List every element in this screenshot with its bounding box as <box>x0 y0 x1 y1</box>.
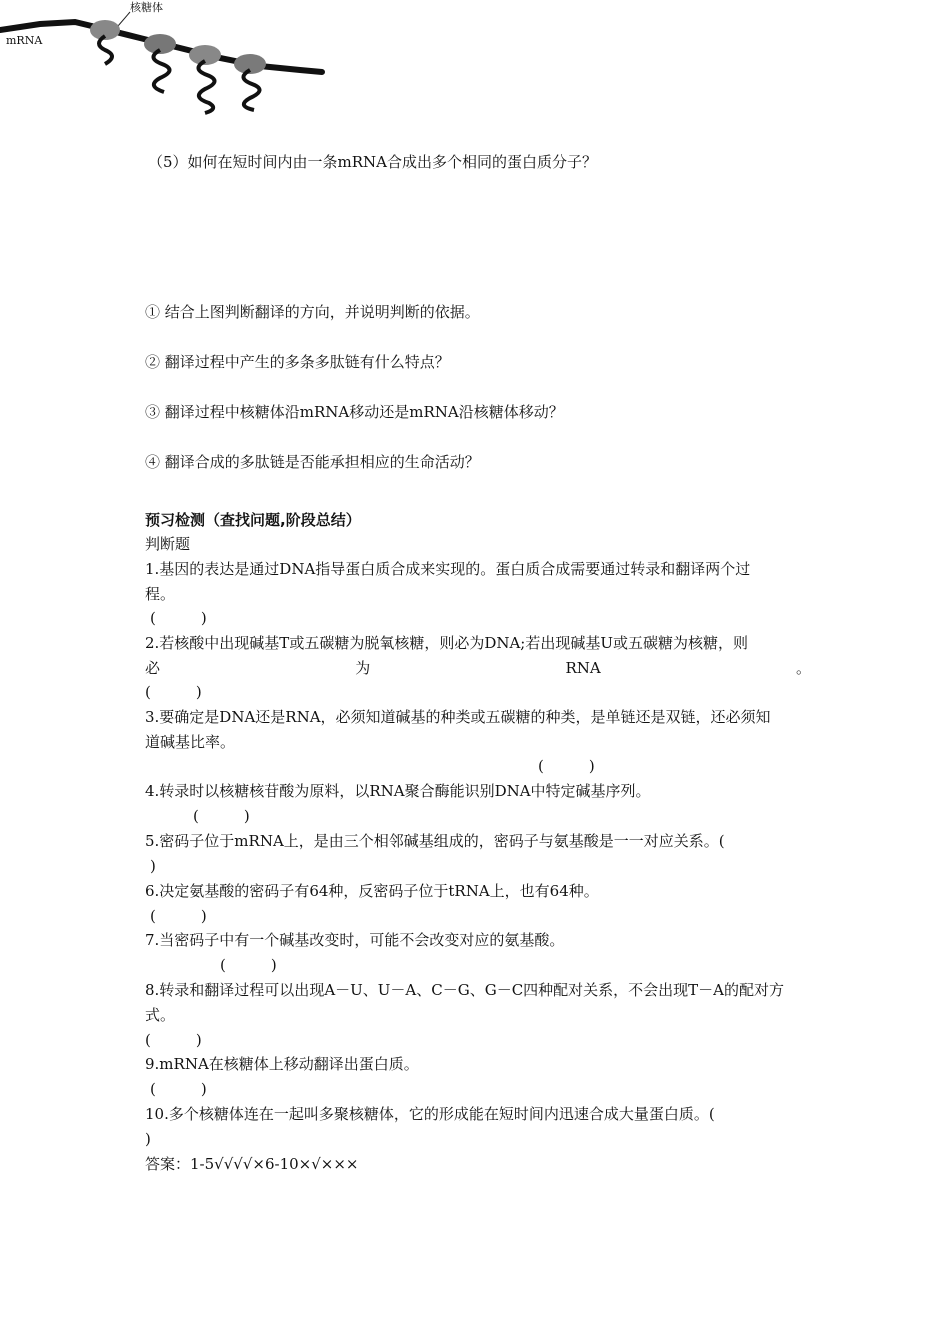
item-2-parens: ( ) <box>145 683 202 701</box>
item-1-line-2: 程。 <box>145 585 176 603</box>
sub-question-4: ④ 翻译合成的多肽链是否能承担相应的生命活动？ <box>145 453 480 471</box>
item-2-word-1: 必 <box>145 659 161 677</box>
polypeptide-3 <box>198 61 214 113</box>
polypeptide-2 <box>153 50 169 92</box>
item-8-line-2: 式。 <box>145 1006 176 1024</box>
polyribosome-figure <box>0 0 330 125</box>
sub-question-2: ② 翻译过程中产生的多条多肽链有什么特点？ <box>145 353 450 371</box>
subsection-title: 判断题 <box>145 535 191 553</box>
question-5: （5）如何在短时间内由一条mRNA合成出多个相同的蛋白质分子？ <box>148 153 598 171</box>
item-9-parens: ( ) <box>150 1080 207 1098</box>
item-3-line-2: 道碱基比率。 <box>145 733 236 751</box>
item-8-line-1: 8.转录和翻译过程可以出现A－U、U－A、C－G、G－C四种配对关系，不会出现T－A的配对方 <box>145 981 785 999</box>
item-1-line-1: 1.基因的表达是通过DNA指导蛋白质合成来实现的。蛋白质合成需要通过转录和翻译两个过 <box>145 560 751 578</box>
item-6-parens: ( ) <box>150 907 207 925</box>
item-4-parens: ( ) <box>193 807 250 825</box>
item-4-line-1: 4.转录时以核糖核苷酸为原料，以RNA聚合酶能识别DNA中特定碱基序列。 <box>145 782 651 800</box>
sub-question-1: ① 结合上图判断翻译的方向，并说明判断的依据。 <box>145 303 480 321</box>
item-7-line-1: 7.当密码子中有一个碱基改变时，可能不会改变对应的氨基酸。 <box>145 931 565 949</box>
item-2-line-2 <box>145 658 811 678</box>
item-10-line-1: 10.多个核糖体连在一起叫多聚核糖体，它的形成能在短时间内迅速合成大量蛋白质。( <box>145 1105 715 1123</box>
ribosome-pointer <box>118 12 130 26</box>
item-1-parens: ( ) <box>150 609 207 627</box>
item-2-line-1: 2.若核酸中出现碱基T或五碳糖为脱氧核糖，则必为DNA;若出现碱基U或五碳糖为核糖，则 <box>145 634 748 652</box>
answer-key: 答案：1-5√√√√×6-10×√××× <box>145 1155 359 1173</box>
item-3-parens: ( ) <box>538 757 595 775</box>
section-title: 预习检测（查找问题,阶段总结） <box>145 511 361 529</box>
mrna-label: mRNA <box>6 34 43 47</box>
item-2-word-4: 。 <box>795 659 811 677</box>
item-7-parens: ( ) <box>220 956 277 974</box>
sub-question-3: ③ 翻译过程中核糖体沿mRNA移动还是mRNA沿核糖体移动？ <box>145 403 564 421</box>
item-2-word-3: RNA <box>565 659 601 677</box>
item-2-word-2: 为 <box>355 659 371 677</box>
ribosome-label: 核糖体 <box>130 1 163 14</box>
polypeptide-1 <box>99 36 112 64</box>
item-9-line-1: 9.mRNA在核糖体上移动翻译出蛋白质。 <box>145 1055 419 1073</box>
item-5-line-1: 5.密码子位于mRNA上，是由三个相邻碱基组成的，密码子与氨基酸是一一对应关系。( <box>145 832 725 850</box>
item-10-line-2: ) <box>145 1130 151 1148</box>
item-8-parens: ( ) <box>145 1031 202 1049</box>
item-6-line-1: 6.决定氨基酸的密码子有64种，反密码子位于tRNA上，也有64种。 <box>145 882 599 900</box>
item-3-line-1: 3.要确定是DNA还是RNA，必须知道碱基的种类或五碳糖的种类，是单链还是双链，还必须知 <box>145 708 771 726</box>
polypeptide-4 <box>243 70 259 110</box>
item-5-line-2: ) <box>150 857 156 875</box>
